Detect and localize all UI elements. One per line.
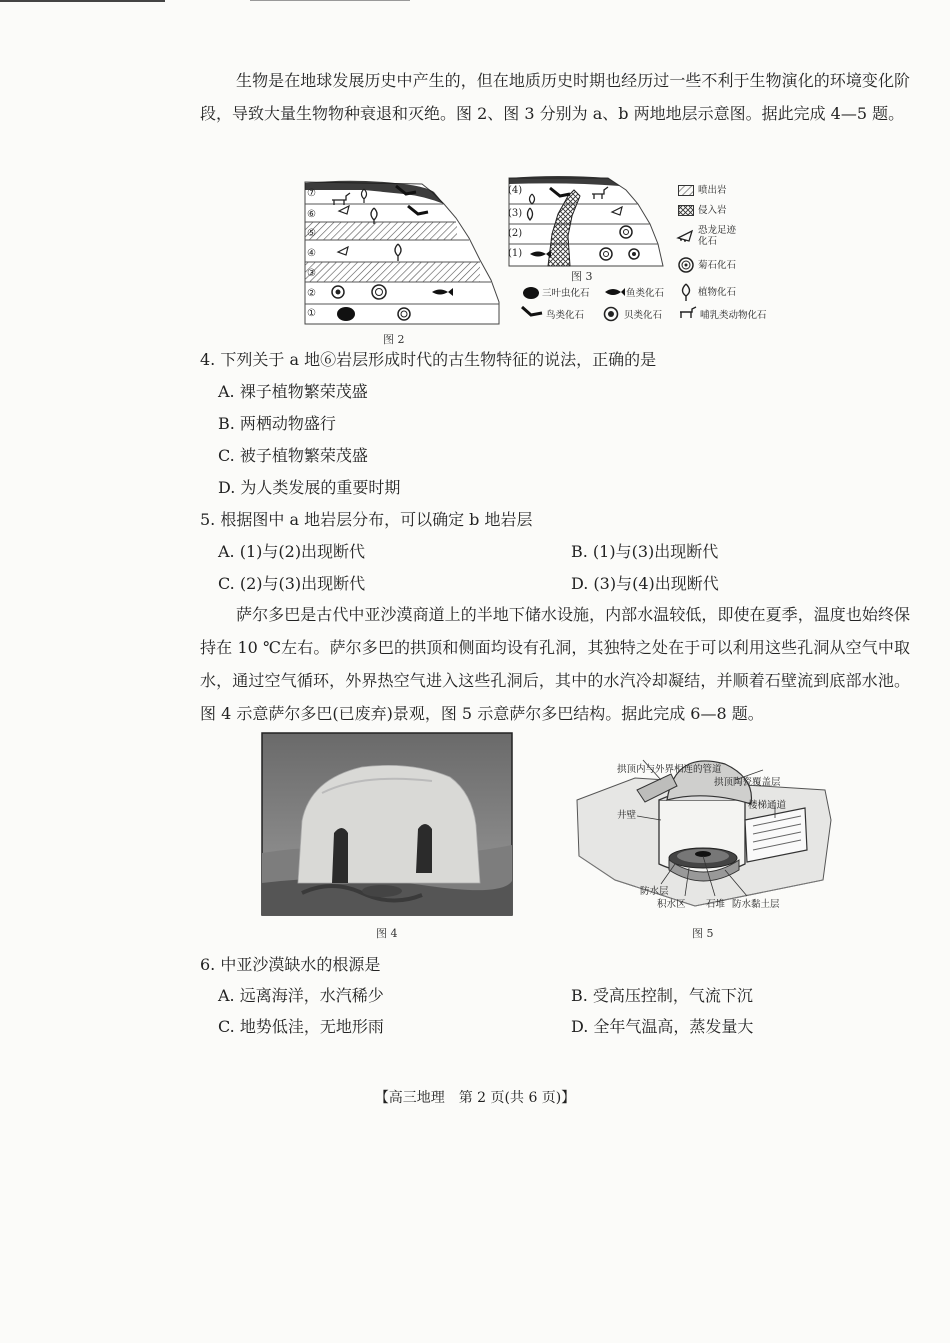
mammal-icon [678, 306, 698, 320]
legend-extrusive-icon [678, 185, 694, 196]
question-5-stem: 5. 根据图中 a 地岩层分布，可以确定 b 地岩层 [200, 510, 533, 529]
question-5-option-a[interactable]: A. (1)与(2)出现断代 [218, 542, 366, 561]
question-6-stem: 6. 中亚沙漠缺水的根源是 [200, 955, 381, 974]
question-5-option-d[interactable]: D. (3)与(4)出现断代 [571, 574, 719, 593]
figure-3-strata [508, 174, 664, 268]
scan-edge-line [250, 0, 410, 1]
plant-icon [679, 283, 693, 301]
intro-text: 生物是在地球发展历史中产生的，但在地质历史时期也经历过一些不利于生物演化的环境变化阶段，导致大量生物物种衰退和灭绝。图 2、图 3 分别为 a、b 两地地层示意图。据此完成 4—5 题。 [200, 71, 910, 123]
fig5-caption: 图 5 [692, 927, 714, 940]
question-4-option-c[interactable]: C. 被子植物繁荣茂盛 [218, 446, 368, 465]
legend-plant-label: 植物化石 [698, 287, 737, 298]
question-6-option-d[interactable]: D. 全年气温高，蒸发量大 [571, 1017, 754, 1036]
legend-extrusive-label: 喷出岩 [698, 185, 727, 196]
legend-mammal-label: 哺乳类动物化石 [700, 310, 767, 321]
legend-bird-label: 鸟类化石 [546, 310, 585, 321]
fig2-layer-3: ③ [307, 268, 316, 279]
legend-intrusive-label: 侵入岩 [698, 205, 727, 216]
question-4-option-a[interactable]: A. 裸子植物繁荣茂盛 [218, 382, 368, 401]
scan-edge-line [0, 0, 165, 2]
fig3-layer-1: (1) [508, 248, 523, 259]
legend-trilobite-label: 三叶虫化石 [542, 288, 590, 299]
fig2-layer-4: ④ [307, 248, 316, 259]
trilobite-icon [522, 286, 540, 300]
question-5-option-c[interactable]: C. (2)与(3)出现断代 [218, 574, 366, 593]
fig2-layer-2: ② [307, 288, 316, 299]
question-6-option-b[interactable]: B. 受高压控制，气流下沉 [571, 986, 753, 1005]
legend-dino-label: 恐龙足迹化石 [698, 225, 737, 247]
intro-text: 萨尔多巴是古代中亚沙漠商道上的半地下储水设施，内部水温较低，即使在夏季，温度也始终保持在 10 ℃左右。萨尔多巴的拱顶和侧面均设有孔洞，其独特之处在于可以利用这些孔洞从空气中取水，通过空气循环，外界热空气进入这些孔洞后，其中的水汽冷却凝结，并顺着石壁流到底部水池。图 4 示意萨尔多巴(已废弃)景观，图 5 示意萨尔多巴结构。据此完成 6—8 题。 [200, 605, 910, 723]
fig5-label-waterproof: 防水层 [640, 886, 669, 897]
intro-paragraph-6-8 [200, 598, 910, 730]
fig5-label-pool: 积水区 [657, 899, 686, 910]
fig5-label-stone: 石堆 [706, 899, 726, 910]
fig3-layer-4: (4) [508, 185, 523, 196]
page-footer: 【高三地理 第 2 页(共 6 页)】 [374, 1090, 576, 1106]
question-5-option-b[interactable]: B. (1)与(3)出现断代 [571, 542, 719, 561]
figure-5-structure-diagram [575, 760, 835, 910]
legend-shell-label: 贝类化石 [624, 310, 663, 321]
fig4-caption: 图 4 [376, 927, 398, 940]
fig5-label-pipe: 拱顶内与外界相连的管道 [617, 764, 722, 775]
figure-4-photo [262, 733, 512, 915]
fig3-layer-2: (2) [508, 228, 523, 239]
ammonite-icon [678, 257, 694, 273]
fig2-layer-6: ⑥ [307, 209, 316, 220]
fig3-caption: 图 3 [571, 270, 593, 283]
fig5-label-clay: 防水黏土层 [732, 899, 780, 910]
fish-icon [604, 286, 626, 298]
fig2-layer-5: ⑤ [307, 228, 316, 239]
fig5-label-wall: 井壁 [617, 810, 637, 821]
question-6-option-c[interactable]: C. 地势低洼，无地形雨 [218, 1017, 384, 1036]
fig5-label-tile: 拱顶陶瓷覆盖层 [714, 777, 781, 788]
legend-ammonite-label: 菊石化石 [698, 260, 737, 271]
fig2-layer-1: ① [307, 308, 316, 319]
fig2-caption: 图 2 [383, 333, 405, 346]
shell-icon [603, 306, 619, 322]
fig3-layer-3: (3) [508, 208, 523, 219]
bird-icon [520, 305, 544, 319]
question-4-option-d[interactable]: D. 为人类发展的重要时期 [218, 478, 401, 497]
question-4-stem: 4. 下列关于 a 地⑥岩层形成时代的古生物特征的说法，正确的是 [200, 350, 657, 369]
figure-2-strata [304, 174, 500, 326]
legend-fish-label: 鱼类化石 [626, 288, 665, 299]
intro-paragraph-4-5 [200, 64, 910, 130]
question-6-option-a[interactable]: A. 远离海洋，水汽稀少 [218, 986, 384, 1005]
legend-intrusive-icon [678, 205, 694, 216]
fig5-label-stair: 楼梯通道 [748, 800, 787, 811]
fig2-layer-7: ⑦ [307, 188, 316, 199]
question-4-option-b[interactable]: B. 两栖动物盛行 [218, 414, 336, 433]
dino-footprint-icon [676, 228, 696, 242]
